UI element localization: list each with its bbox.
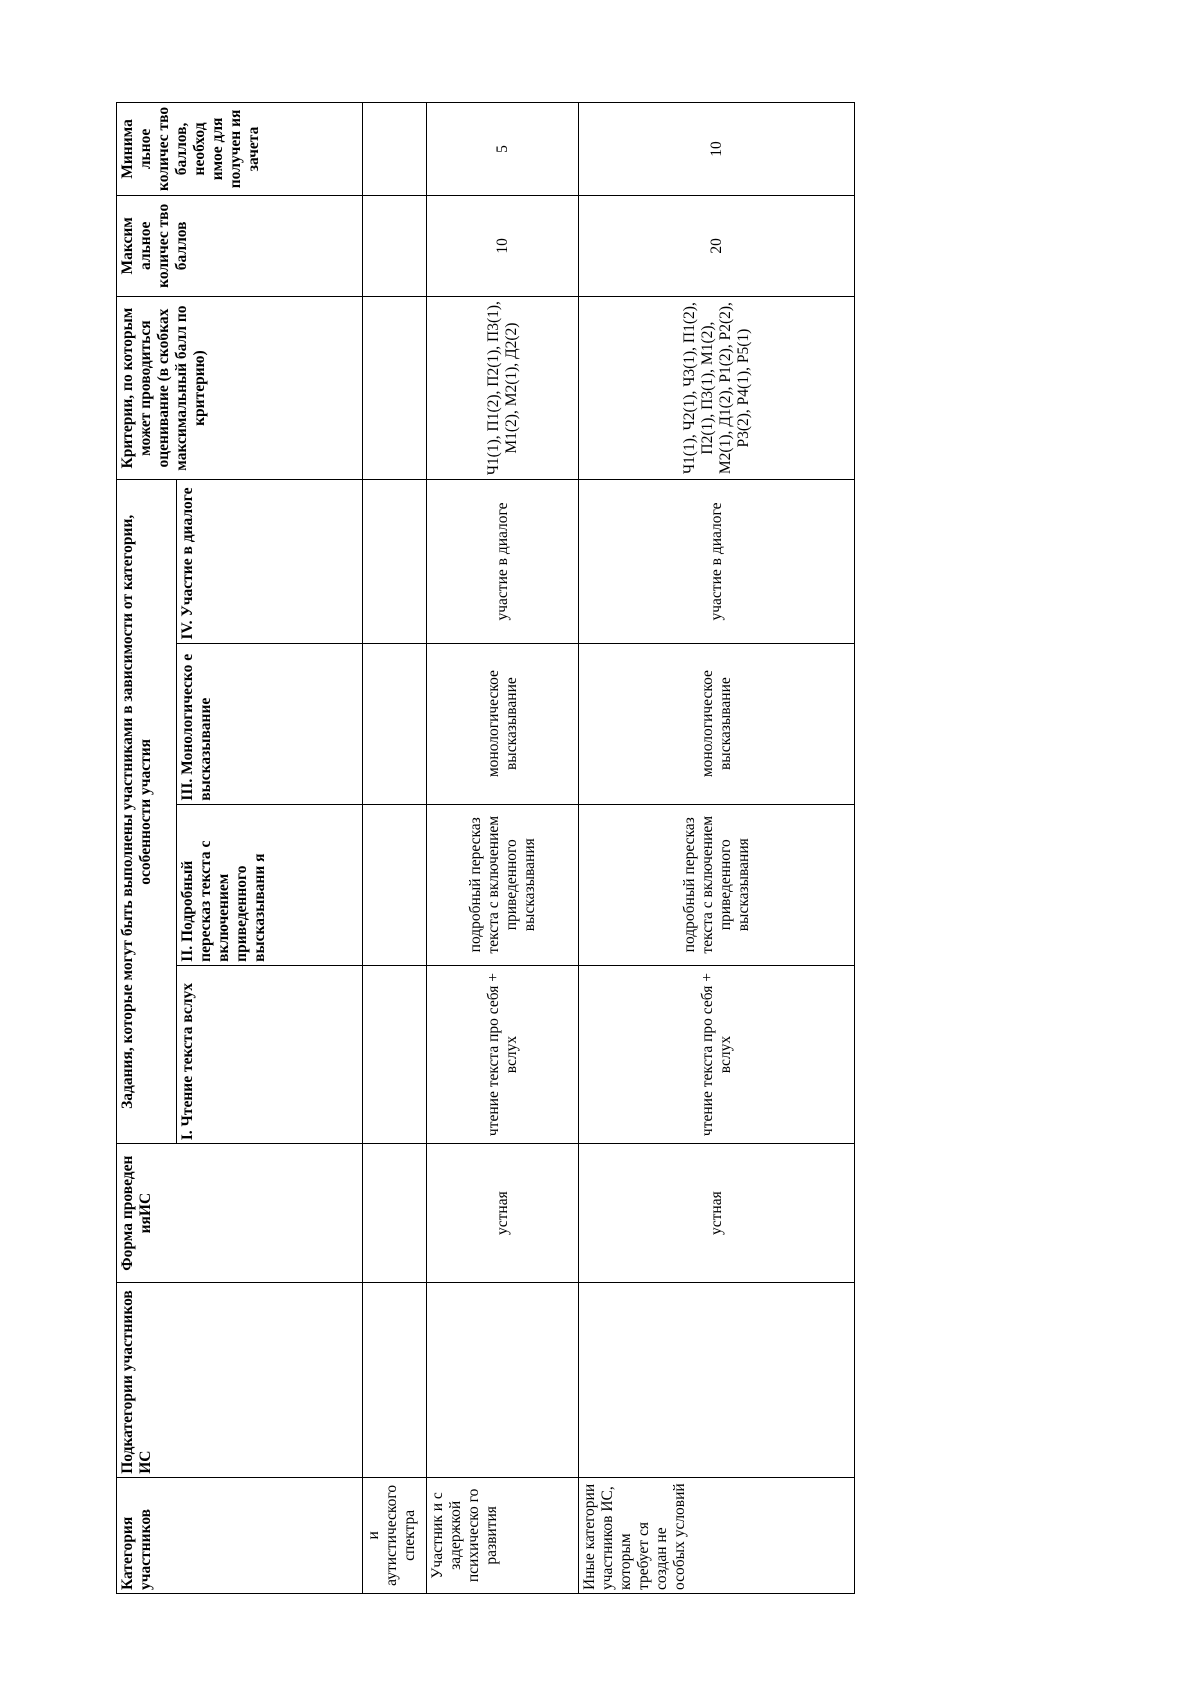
cell-subcategory (427, 1282, 579, 1477)
header-task-1: I. Чтение текста вслух (177, 965, 363, 1143)
cell-min-score: 10 (579, 103, 855, 196)
header-task-2: II. Подробный пересказ текста с включением приведенного высказывани я (177, 804, 363, 965)
cell-category: Иные категории участников ИС, которым требует ся создан не особых условий (579, 1477, 855, 1593)
header-task-3: III. Монологическо е высказывание (177, 643, 363, 804)
cell-max-score (363, 195, 427, 296)
cell-task-2: подробный пересказ текста с включением приведенного высказывания (579, 804, 855, 965)
cell-criteria: Ч1(1), П1(2), П2(1), П3(1), М1(2), М2(1), Д2(2) (427, 296, 579, 480)
assessment-table (116, 102, 855, 1594)
header-min-score: Минима льное количес тво баллов, необход имое для получен ия зачета (117, 103, 363, 196)
cell-task-2 (363, 804, 427, 965)
cell-task-1 (363, 965, 427, 1143)
cell-category: и аутистического спектра (363, 1477, 427, 1593)
cell-max-score: 10 (427, 195, 579, 296)
table-row (579, 103, 855, 1594)
cell-task-3 (363, 643, 427, 804)
cell-min-score (363, 103, 427, 196)
cell-form: устная (427, 1144, 579, 1283)
header-tasks-group: Задания, которые могут быть выполнены участниками в зависимости от категории, особенности участия (117, 480, 177, 1144)
cell-task-1: чтение текста про себя + вслух (427, 965, 579, 1143)
header-form: Форма проведен ияИС (117, 1144, 363, 1283)
cell-task-4: участие в диалоге (427, 480, 579, 643)
cell-task-1: чтение текста про себя + вслух (579, 965, 855, 1143)
header-criteria: Критерии, по которым может проводиться оценивание (в скобках максимальный балл по критерию) (117, 296, 363, 480)
header-row-1 (117, 103, 177, 1594)
cell-criteria (363, 296, 427, 480)
header-max-score: Максим альное количес тво баллов (117, 195, 363, 296)
cell-category: Участник и с задержкой психическо го развития (427, 1477, 579, 1593)
cell-task-2: подробный пересказ текста с включением приведенного высказывания (427, 804, 579, 965)
header-task-4: IV. Участие в диалоге (177, 480, 363, 643)
header-category: Категория участников (117, 1477, 363, 1593)
cell-task-3: монологическое высказывание (579, 643, 855, 804)
cell-task-4 (363, 480, 427, 643)
cell-task-4: участие в диалоге (579, 480, 855, 643)
cell-task-3: монологическое высказывание (427, 643, 579, 804)
cell-form: устная (579, 1144, 855, 1283)
table-row (427, 103, 579, 1594)
cell-subcategory (363, 1282, 427, 1477)
cell-min-score: 5 (427, 103, 579, 196)
cell-subcategory (579, 1282, 855, 1477)
rotated-table-wrapper (116, 102, 854, 1594)
table-row (363, 103, 427, 1594)
cell-max-score: 20 (579, 195, 855, 296)
header-subcategory: Подкатегории участников ИС (117, 1282, 363, 1477)
cell-criteria: Ч1(1), Ч2(1), Ч3(1), П1(2), П2(1), П3(1), М1(2), М2(1), Д1(2), Р1(2), Р2(2), Р3(2), Р4(1), Р5(1) (579, 296, 855, 480)
cell-form (363, 1144, 427, 1283)
